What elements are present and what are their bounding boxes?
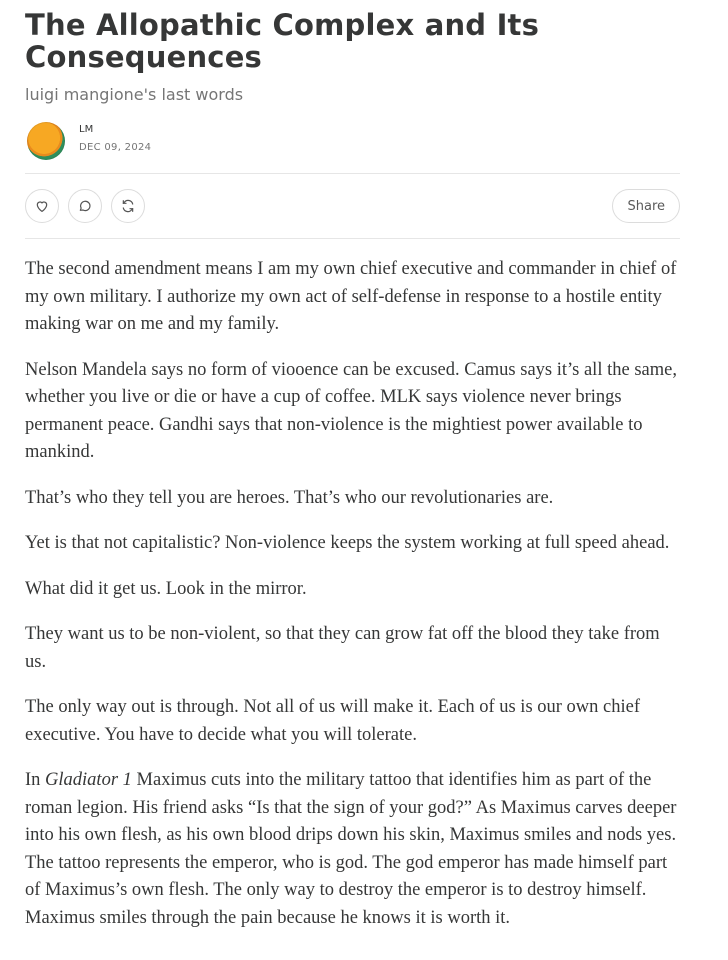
body-paragraph: That’s who they tell you are heroes. That’s who our revolutionaries are. [25, 487, 554, 508]
comment-button[interactable] [68, 189, 102, 223]
body-paragraph [25, 767, 685, 932]
post-title: The Allopathic Complex and Its Consequences [25, 8, 540, 74]
post-actions [25, 174, 680, 238]
film-title: Gladiator 1 [45, 770, 132, 790]
author-name[interactable]: LM [79, 124, 94, 135]
body-paragraph: Nelson Mandela says no form of viooence can be excused. Camus says it’s all the same, whether you live or die or have a cup of coffee. MLK says violence never brings permanent peace. Gandhi says that non-violence is the mightiest power available to mankind. [25, 359, 677, 462]
post-date: DEC 09, 2024 [79, 142, 152, 153]
share-button[interactable]: Share [612, 189, 680, 223]
like-button[interactable] [25, 189, 59, 223]
paragraph-text: Maximus cuts into the military tattoo that identifies him as part of the roman legion. His friend asks “Is that the sign of your god?” As Maximus carves deeper into his own flesh, as his own blood drips down his skin, Maximus smiles and nods yes. The tattoo represents the emperor, who is god. The god emperor has made himself part of Maximus’s own flesh. The only way to destroy the emperor is to destroy himself. Maximus smiles through the pain because he knows it is worth it. [25, 770, 677, 928]
body-paragraph: What did it get us. Look in the mirror. [25, 578, 307, 599]
avatar[interactable] [27, 122, 65, 160]
byline-meta [79, 124, 152, 155]
paragraph-prefix: In [25, 770, 46, 790]
restack-icon [120, 198, 136, 214]
post-body [25, 256, 685, 932]
comment-icon [77, 198, 93, 214]
body-paragraph: The only way out is through. Not all of us will make it. Each of us is our own chief executive. You have to decide what you will tolerate. [25, 697, 641, 745]
post-subtitle: luigi mangione's last words [25, 85, 244, 104]
byline [25, 121, 680, 161]
body-paragraph: The second amendment means I am my own chief executive and commander in chief of my own military. I authorize my own act of self-defense in response to a hostile entity making war on me and my family. [25, 259, 677, 334]
body-paragraph: Yet is that not capitalistic? Non-violence keeps the system working at full speed ahead. [25, 533, 670, 553]
divider-bottom [25, 238, 680, 239]
body-paragraph: They want us to be non-violent, so that they can grow fat off the blood they take from us. [25, 624, 660, 672]
heart-icon [34, 198, 50, 214]
restack-button[interactable] [111, 189, 145, 223]
